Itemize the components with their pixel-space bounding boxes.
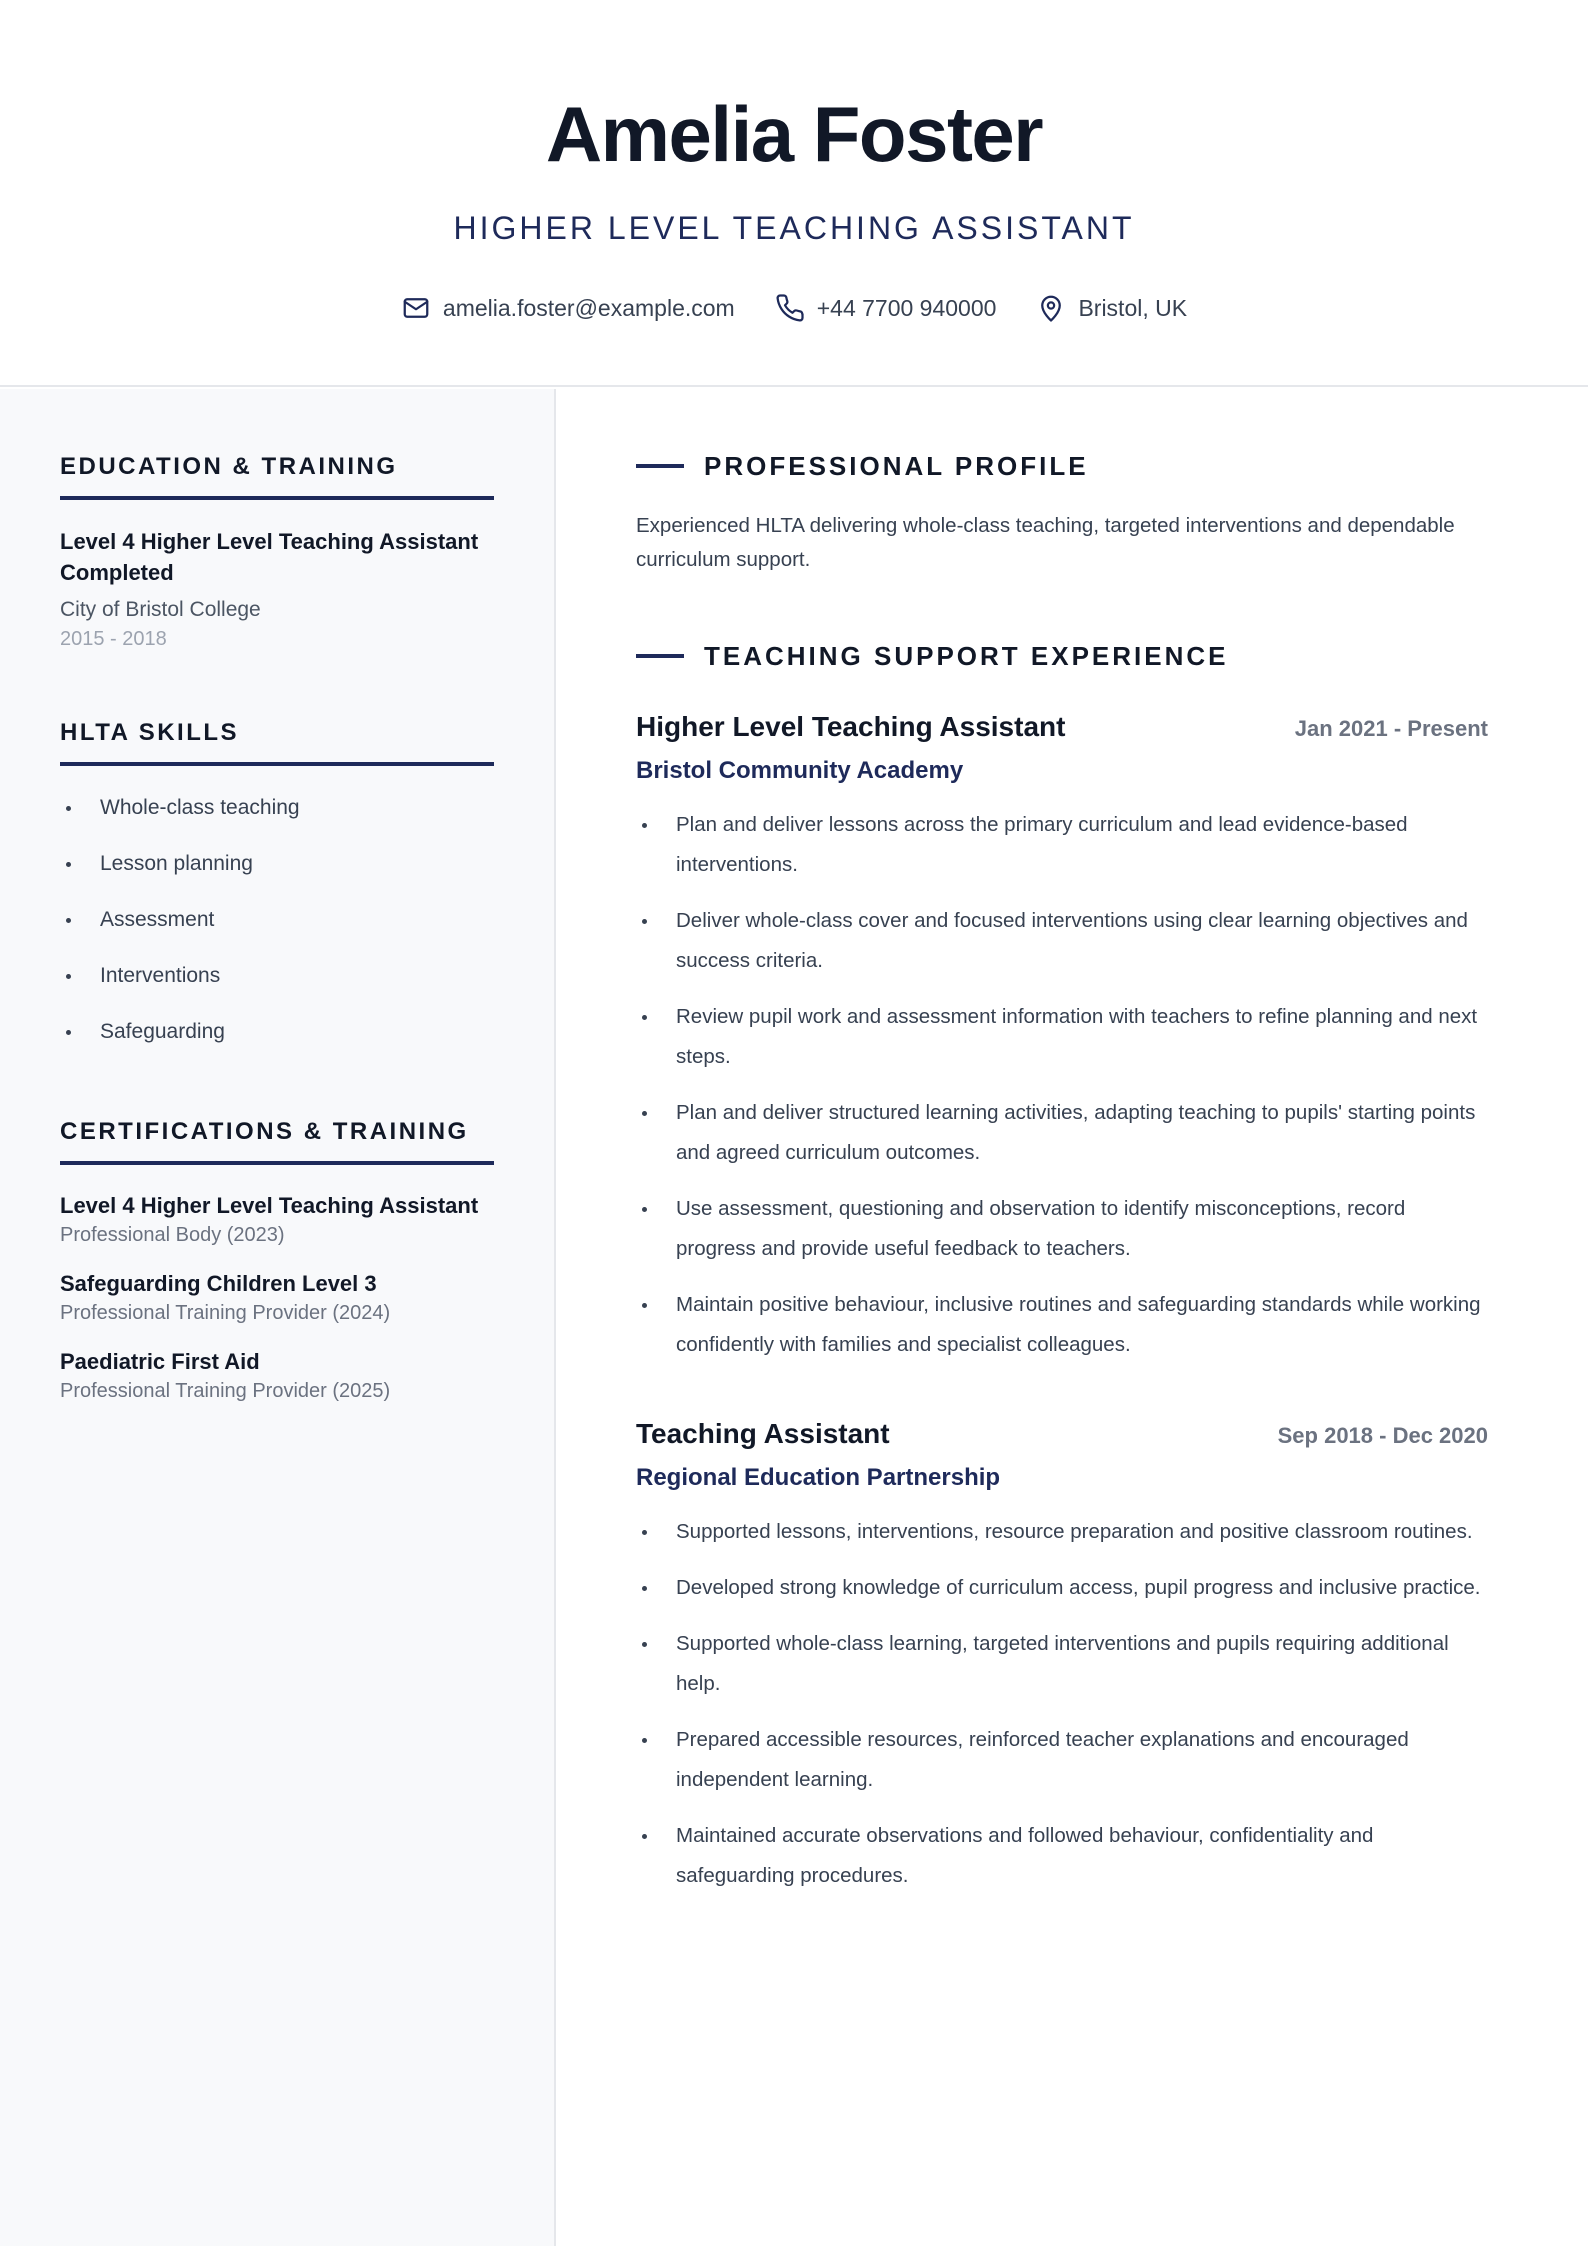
job-title: Teaching Assistant bbox=[636, 1418, 890, 1449]
certification-name: Safeguarding Children Level 3 bbox=[60, 1271, 377, 1296]
experience-title: TEACHING SUPPORT EXPERIENCE bbox=[704, 641, 1229, 671]
skill-item: Interventions bbox=[60, 956, 494, 1012]
mail-icon bbox=[401, 293, 431, 323]
education-degree: Level 4 Higher Level Teaching Assistant Completed bbox=[60, 529, 479, 585]
job-bullet: Review pupil work and assessment information with teachers to refine planning and next steps. bbox=[636, 997, 1488, 1077]
contact-row bbox=[0, 290, 1588, 326]
job-bullet: Use assessment, questioning and observation to identify misconceptions, record progress and provide useful feedback to teachers. bbox=[636, 1189, 1488, 1269]
contact-phone[interactable] bbox=[775, 290, 997, 326]
phone-text: +44 7700 940000 bbox=[816, 295, 997, 321]
certification-name: Paediatric First Aid bbox=[60, 1349, 260, 1374]
job-bullet: Plan and deliver lessons across the primary curriculum and lead evidence-based interventions. bbox=[636, 805, 1488, 885]
experience-heading bbox=[636, 639, 1229, 673]
education-years: 2015 - 2018 bbox=[60, 628, 167, 650]
certifications-section bbox=[60, 1117, 494, 1405]
job-bullet: Maintain positive behaviour, inclusive routines and safeguarding standards while working confidently with families and specialist colleagues. bbox=[636, 1285, 1488, 1365]
job-bullet: Maintained accurate observations and followed behaviour, confidentiality and safeguarding procedures. bbox=[636, 1816, 1488, 1896]
job-entry bbox=[636, 709, 1488, 1381]
skills-list bbox=[60, 788, 494, 1068]
certifications-title: CERTIFICATIONS & TRAINING bbox=[60, 1117, 494, 1165]
skill-item: Lesson planning bbox=[60, 844, 494, 900]
job-bullet: Prepared accessible resources, reinforced teacher explanations and encouraged independent learning. bbox=[636, 1720, 1488, 1800]
job-bullet: Supported whole-class learning, targeted interventions and pupils requiring additional help. bbox=[636, 1624, 1488, 1704]
contact-email[interactable] bbox=[401, 290, 735, 326]
email-text: amelia.foster@example.com bbox=[442, 295, 735, 321]
job-company: Regional Education Partnership bbox=[636, 1464, 1001, 1491]
job-dates: Jan 2021 - Present bbox=[1294, 716, 1488, 741]
heading-accent-bar bbox=[636, 464, 684, 468]
certification-item bbox=[60, 1269, 494, 1327]
skills-section bbox=[60, 718, 494, 1068]
phone-icon bbox=[775, 293, 805, 323]
certification-issuer: Professional Training Provider (2024) bbox=[60, 1302, 391, 1324]
job-bullets bbox=[636, 805, 1488, 1365]
job-bullet: Plan and deliver structured learning activities, adapting teaching to pupils' starting points and agreed curriculum outcomes. bbox=[636, 1093, 1488, 1173]
sidebar bbox=[0, 389, 556, 2246]
profile-heading bbox=[636, 449, 1089, 483]
profile-summary: Experienced HLTA delivering whole-class teaching, targeted interventions and dependable curriculum support. bbox=[636, 514, 1455, 571]
skills-title: HLTA SKILLS bbox=[60, 718, 494, 766]
job-header bbox=[636, 709, 1488, 747]
education-school: City of Bristol College bbox=[60, 598, 261, 621]
certification-item bbox=[60, 1347, 494, 1405]
job-bullets bbox=[636, 1512, 1488, 1896]
job-bullet: Supported lessons, interventions, resource preparation and positive classroom routines. bbox=[636, 1512, 1488, 1552]
job-company: Bristol Community Academy bbox=[636, 757, 964, 784]
job-dates: Sep 2018 - Dec 2020 bbox=[1277, 1423, 1488, 1448]
job-bullet: Developed strong knowledge of curriculum access, pupil progress and inclusive practice. bbox=[636, 1568, 1488, 1608]
certification-issuer: Professional Training Provider (2025) bbox=[60, 1380, 391, 1402]
location-pin-icon bbox=[1036, 293, 1066, 323]
education-title: EDUCATION & TRAINING bbox=[60, 452, 494, 500]
education-section bbox=[60, 452, 494, 653]
resume-header bbox=[0, 0, 1588, 387]
job-bullet: Deliver whole-class cover and focused interventions using clear learning objectives and success criteria. bbox=[636, 901, 1488, 981]
certification-issuer: Professional Body (2023) bbox=[60, 1224, 285, 1246]
heading-accent-bar bbox=[636, 654, 684, 658]
profile-title: PROFESSIONAL PROFILE bbox=[704, 451, 1089, 481]
job-title: Higher Level Teaching Assistant bbox=[636, 711, 1066, 742]
job-entry bbox=[636, 1416, 1488, 1912]
candidate-headline: HIGHER LEVEL TEACHING ASSISTANT bbox=[453, 210, 1135, 246]
certification-name: Level 4 Higher Level Teaching Assistant bbox=[60, 1193, 479, 1218]
skill-item: Assessment bbox=[60, 900, 494, 956]
contact-location bbox=[1036, 290, 1187, 326]
candidate-name: Amelia Foster bbox=[545, 90, 1043, 178]
skill-item: Whole-class teaching bbox=[60, 788, 494, 844]
certification-item bbox=[60, 1191, 494, 1249]
job-header bbox=[636, 1416, 1488, 1454]
skill-item: Safeguarding bbox=[60, 1012, 494, 1068]
location-text: Bristol, UK bbox=[1078, 295, 1188, 321]
